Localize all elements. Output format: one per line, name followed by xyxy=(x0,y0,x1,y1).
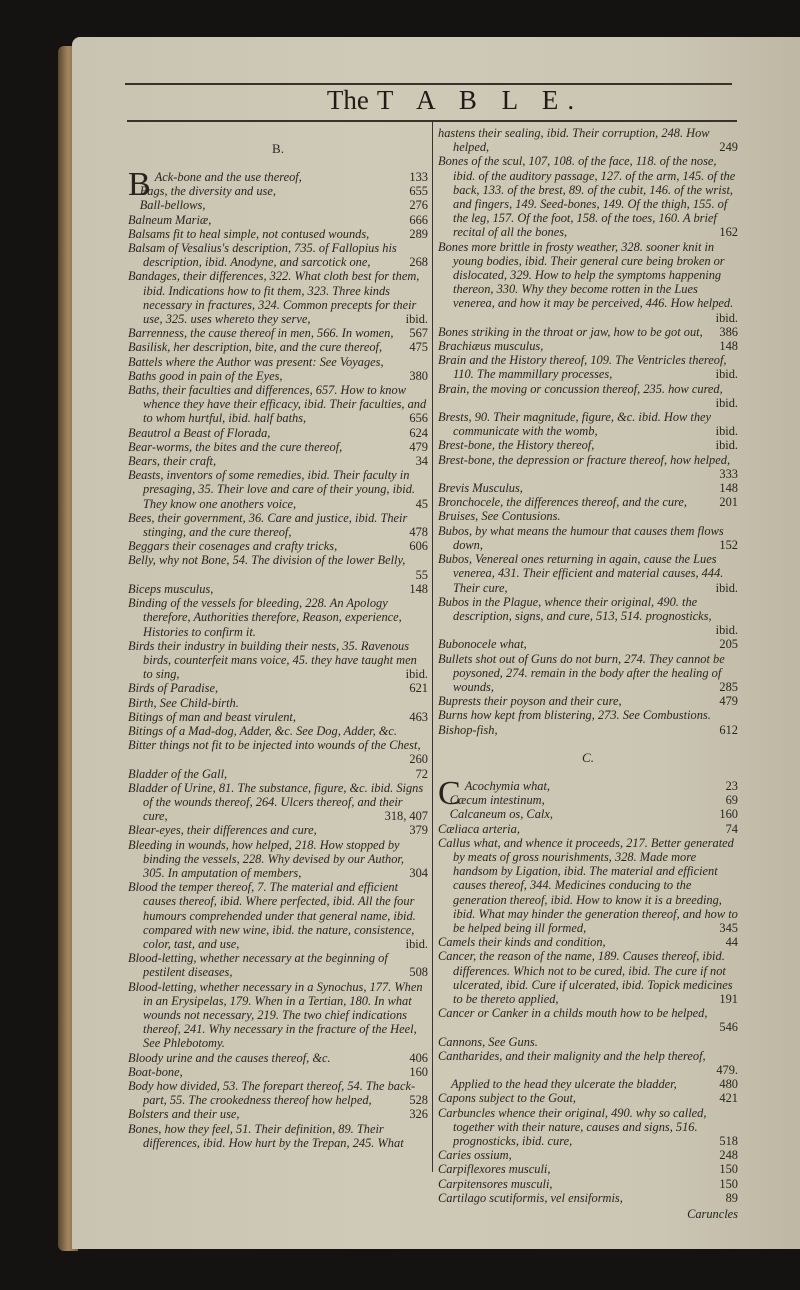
entry-text: Beasts, inventors of some remedies, ibid. Their faculty in presaging, 35. Their love and care of their young, ibid. They know one anothers voice, xyxy=(128,468,415,511)
entry-text: Belly, why not Bone, 54. The division of the lower Belly, xyxy=(128,553,406,568)
entry-text: Battels where the Author was present: See Voyages, xyxy=(128,354,384,369)
entry-text: Birds of Paradise, xyxy=(128,681,219,696)
entry-text: Burns how kept from blistering, 273. See Combustions. xyxy=(438,708,711,723)
entry-text: Carbuncles whence their original, 490. why so called, together with their nature, causes and signs, 516. prognosticks, ibid. cure, xyxy=(438,1105,707,1149)
entry-text: Bandages, their differences, 322. What cloth best for them, ibid. Indications how to fit them, 323. Three kinds necessary in fractures, 324. Common precepts for their use, 325. uses whereto they serve, xyxy=(128,269,420,327)
index-entry xyxy=(438,1191,738,1205)
section-letter-c: C. xyxy=(582,749,594,765)
entry-text: Birds their industry in building their nests, 35. Ravenous birds, counterfeit mans voice, 45. they have taught men to sing, xyxy=(128,638,417,682)
index-entry xyxy=(438,1162,738,1176)
page-number: 463 xyxy=(409,709,428,724)
entry-text: Camels their kinds and condition, xyxy=(438,935,606,950)
page-number: 479. xyxy=(716,1063,738,1077)
entry-text: Brain, the moving or concussion thereof, 235. how cured, xyxy=(438,381,723,396)
index-entry xyxy=(128,980,428,1051)
entry-text: Ack-bone and the use thereof, xyxy=(154,170,302,184)
entry-text: Barrenness, the cause thereof in men, 566. In women, xyxy=(128,326,394,341)
page-number: 624 xyxy=(409,425,428,440)
entry-text: Cannons, See Guns. xyxy=(438,1034,538,1049)
index-entry xyxy=(128,553,428,581)
page-number: 150 xyxy=(719,1162,738,1177)
page-number: 89 xyxy=(725,1190,738,1205)
index-entry xyxy=(128,951,428,979)
page-number: ibid. xyxy=(715,310,738,325)
entry-text: Baths good in pain of the Eyes, xyxy=(128,368,283,383)
entry-text: Basilisk, her description, bite, and the cure thereof, xyxy=(128,340,383,355)
page-number: 567 xyxy=(409,326,428,341)
page-number: 386 xyxy=(719,324,738,339)
entry-text: hastens their sealing, ibid. Their corruption, 248. How helped, xyxy=(438,126,710,155)
index-entry xyxy=(128,838,428,881)
entry-text: Cantharides, and their malignity and the help thereof, xyxy=(438,1048,706,1063)
index-entry xyxy=(128,383,428,426)
entry-text: Bubos, by what means the humour that causes them flows down, xyxy=(438,523,724,552)
page-number: 421 xyxy=(719,1091,738,1106)
entry-text: Bones more brittle in frosty weather, 328. sooner knit in young bodies, ibid. Their general cure being broken or dislocated, 329. How to help the symptoms happening thereon, 330. Why they become rotten in the Lues venerea, and how it may be perceived, 446. How helped. xyxy=(438,239,734,311)
index-entry xyxy=(128,511,428,539)
page-number: 191 xyxy=(719,991,738,1006)
page-number: 304 xyxy=(409,865,428,880)
index-entry xyxy=(128,696,428,710)
page-number: 45 xyxy=(415,496,428,511)
index-entry xyxy=(438,325,738,339)
index-entry xyxy=(128,781,428,824)
page-number: 318, 407 xyxy=(384,809,428,824)
entry-text: Bones, how they feel, 51. Their definition, 89. Their differences, ibid. How hurt by the Trepan, 245. What xyxy=(128,1121,404,1150)
page-number: ibid. xyxy=(715,395,738,410)
index-entry xyxy=(128,539,428,553)
entry-text: Calcaneum os, Calx, xyxy=(449,807,553,822)
page-number: ibid. xyxy=(405,312,428,327)
page-number: 152 xyxy=(719,537,738,552)
entry-text: Bruises, See Contusions. xyxy=(438,509,561,524)
index-entry xyxy=(128,326,428,340)
entry-text: Brests, 90. Their magnitude, figure, &c. ibid. How they communicate with the womb, xyxy=(438,410,712,439)
entry-text: Baths, their faculties and differences, 657. How to know whence they have their efficacy, ibid. Their faculties, and to whom hurtful, ibid. half baths, xyxy=(128,383,427,426)
entry-text: Bees, their government, 36. Care and justice, ibid. Their stinging, and the cure thereof, xyxy=(128,510,408,540)
page-number: 333 xyxy=(719,466,738,481)
page-number: 326 xyxy=(409,1107,428,1122)
entry-text: Brevis Musculus, xyxy=(438,481,523,496)
page-number: 248 xyxy=(719,1148,738,1163)
index-entry xyxy=(438,438,738,452)
index-entry xyxy=(438,353,738,381)
index-entry xyxy=(128,1079,428,1107)
page-number: 656 xyxy=(409,411,428,426)
page-number: 133 xyxy=(409,170,428,184)
page-number: 666 xyxy=(409,212,428,227)
index-entry xyxy=(128,767,428,781)
index-entry xyxy=(128,738,428,766)
index-entry xyxy=(128,710,428,724)
index-column-right xyxy=(438,126,738,1221)
entry-text: Bones striking in the throat or jaw, how to be got out, xyxy=(438,324,703,339)
page-number: 268 xyxy=(409,255,428,270)
index-entry xyxy=(438,595,738,638)
index-entry xyxy=(128,426,428,440)
entry-text: Boat-bone, xyxy=(128,1064,183,1079)
entry-text: Bleeding in wounds, how helped, 218. How stopped by binding the vessels, 228. Why devised by our Author, 305. In amputation of members, xyxy=(128,837,404,880)
title-table: T A B L E. xyxy=(376,85,584,115)
index-entry xyxy=(128,269,428,326)
page-number: 406 xyxy=(409,1050,428,1065)
page-number: ibid. xyxy=(715,424,738,439)
index-entry xyxy=(438,1006,738,1034)
entry-text: Bronchocele, the differences thereof, and the cure, xyxy=(438,495,687,510)
page-number: 285 xyxy=(719,679,738,694)
index-entry xyxy=(128,1051,428,1065)
index-entry xyxy=(438,240,738,325)
page-number: 69 xyxy=(725,793,738,808)
index-entry xyxy=(128,227,428,241)
index-entry xyxy=(438,822,738,836)
index-entry xyxy=(438,836,738,935)
index-entry xyxy=(438,1177,738,1191)
entry-text: Ball-bellows, xyxy=(139,198,206,213)
page-number: 150 xyxy=(719,1176,738,1191)
index-entry xyxy=(438,1049,738,1077)
entry-text: Brest-bone, the History thereof, xyxy=(438,438,595,453)
entry-text: Carpitensores musculi, xyxy=(438,1176,553,1191)
entry-text: Blood the temper thereof, 7. The material and efficient causes thereof, ibid. Where perfected, ibid. All the four humours comprehended under that general name, ibid. compared with new wine, ibid. the nature, consistence, color, tast, and use, xyxy=(128,880,416,951)
page-number: 44 xyxy=(725,935,738,950)
index-entry xyxy=(438,637,738,651)
page-number: 479 xyxy=(409,439,428,454)
entry-text: Cartilago scutiformis, vel ensiformis, xyxy=(438,1190,623,1205)
index-entry xyxy=(128,1107,428,1121)
entry-text: Bubos in the Plague, whence their original, 490. the description, signs, and cure, 513, 514. prognosticks, xyxy=(438,594,712,623)
entry-text: Cancer or Canker in a childs mouth how to be helped, xyxy=(438,1006,708,1021)
entry-text: Beautrol a Beast of Florada, xyxy=(128,425,271,440)
page-number: 612 xyxy=(719,722,738,737)
page-number: 606 xyxy=(409,539,428,554)
index-entry xyxy=(128,596,428,639)
index-entry xyxy=(128,241,428,269)
entry-text: Brest-bone, the depression or fracture thereof, how helped, xyxy=(438,452,731,467)
index-entry xyxy=(438,509,738,523)
page-number: 249 xyxy=(719,140,738,155)
index-entry xyxy=(128,1065,428,1079)
page-number: 289 xyxy=(409,226,428,241)
index-entry xyxy=(438,1091,738,1105)
page-number: 260 xyxy=(409,752,428,767)
page-number: 23 xyxy=(725,778,738,793)
entry-text: Brain and the History thereof, 109. The Ventricles thereof, 110. The mammillary processes, xyxy=(438,353,727,382)
page-number: 162 xyxy=(719,225,738,240)
entry-text: Carpiflexores musculi, xyxy=(438,1162,551,1177)
entry-text: Bitings of man and beast virulent, xyxy=(128,709,296,724)
section-letter-b: B. xyxy=(272,141,284,156)
index-entry xyxy=(438,495,738,509)
page-number: 34 xyxy=(415,454,428,469)
entry-text: Buprests their poyson and their cure, xyxy=(438,694,622,709)
index-entry xyxy=(128,213,428,227)
entry-text: Bear-worms, the bites and the cure thereof, xyxy=(128,439,343,454)
entry-text: Bags, the diversity and use, xyxy=(139,184,276,199)
page-number: 546 xyxy=(719,1020,738,1035)
entry-text: Bishop-fish, xyxy=(438,722,498,737)
page-number: 508 xyxy=(409,965,428,980)
index-entry xyxy=(128,639,428,682)
index-entry xyxy=(438,552,738,595)
index-entry xyxy=(128,184,428,198)
page-number: 621 xyxy=(409,681,428,696)
index-entry xyxy=(438,382,738,410)
page-number: 478 xyxy=(409,525,428,540)
page-number: 276 xyxy=(409,198,428,213)
index-entry xyxy=(438,949,738,1006)
page-number: 148 xyxy=(409,581,428,596)
entry-text: Bloody urine and the causes thereof, &c. xyxy=(128,1050,331,1065)
entry-text: Caries ossium, xyxy=(438,1148,512,1163)
entry-text: Blood-letting, whether necessary in a Synochus, 177. When in an Erysipelas, 179. When in a Tertian, 180. In what wounds not necessary, 219. The two chief indications thereof, 241. Why necessary in the fracture of the Heel, See Phlebotomy. xyxy=(128,979,423,1051)
page-number: 528 xyxy=(409,1093,428,1108)
page-number: 160 xyxy=(719,807,738,822)
page-number: 380 xyxy=(409,368,428,383)
index-entry xyxy=(438,807,738,821)
index-entry xyxy=(438,723,738,737)
entry-text: Bubos, Venereal ones returning in again, cause the Lues venerea, 431. Their efficient and material causes, 444. Their cure, xyxy=(438,552,724,595)
entry-text: Bullets shot out of Guns do not burn, 274. They cannot be poysoned, 274. remain in the body after the healing of wounds, xyxy=(438,651,725,694)
index-entry xyxy=(438,652,738,695)
index-entry xyxy=(128,340,428,354)
index-entry xyxy=(128,355,428,369)
entry-text: Balsam of Vesalius's description, 735. of Fallopius his description, ibid. Anodyne, and sarcotick one, xyxy=(128,241,397,270)
page-number: ibid. xyxy=(405,667,428,682)
page-number: 74 xyxy=(725,821,738,836)
entry-text: Bitings of a Mad-dog, Adder, &c. See Dog, Adder, &c. xyxy=(128,723,398,738)
entry-text: Bolsters and their use, xyxy=(128,1107,240,1122)
drop-cap: C xyxy=(438,774,461,812)
index-entry xyxy=(128,724,428,738)
index-entry xyxy=(128,440,428,454)
drop-cap: B xyxy=(128,166,151,203)
entry-text: Balsams fit to heal simple, not contused wounds, xyxy=(128,226,370,241)
page-number: ibid. xyxy=(715,623,738,638)
index-entry xyxy=(128,454,428,468)
index-entry xyxy=(438,1035,738,1049)
entry-text: Capons subject to the Gout, xyxy=(438,1091,577,1106)
index-column-left xyxy=(128,142,428,1150)
index-entry xyxy=(438,481,738,495)
index-entry xyxy=(128,880,428,951)
catchword: Caruncles xyxy=(687,1207,738,1222)
page-number: 160 xyxy=(409,1064,428,1079)
entry-text: Biceps musculus, xyxy=(128,581,214,596)
column-divider xyxy=(432,122,433,1172)
entry-text: Blear-eyes, their differences and cure, xyxy=(128,823,317,838)
entry-text: Binding of the vessels for bleeding, 228. An Apology therefore, Authorities therefore, Reason, experience, Histories to confirm it. xyxy=(128,596,402,639)
index-entry xyxy=(128,468,428,511)
index-entry xyxy=(438,339,738,353)
page-number: 655 xyxy=(409,184,428,199)
entry-text: Cæcum intestinum, xyxy=(449,793,545,808)
index-entry xyxy=(128,823,428,837)
entry-text: Cancer, the reason of the name, 189. Causes thereof, ibid. differences. Which not to be cured, ibid. The cure if not ulcerated, ibid. Cure if ulcerated, ibid. Topick medicines to be thereto applied, xyxy=(438,949,733,1006)
title-the: The xyxy=(326,85,369,115)
index-entry xyxy=(438,793,738,807)
entry-text: Body how divided, 53. The forepart thereof, 54. The back-part, 55. The crookedness thereof how helped, xyxy=(128,1079,416,1108)
index-entry xyxy=(128,681,428,695)
entry-text: Balneum Mariæ, xyxy=(128,212,212,227)
page-number: 480 xyxy=(719,1077,738,1092)
page-number: 72 xyxy=(415,766,428,781)
entry-text: Brachiæus musculus, xyxy=(438,339,544,354)
page-number: 475 xyxy=(409,340,428,355)
index-entry xyxy=(128,582,428,596)
entry-text: Acochymia what, xyxy=(464,778,551,793)
entry-text: Callus what, and whence it proceeds, 217. Better generated by meats of gross nourishments, 328. Made more handsom by Ligation, ibid. The material and efficient causes thereof, 344. Medicines conducing to the generation thereof, ibid. How to know it is a breeding, ibid. What may hinder the generation thereof, and how to be helped being ill formed, xyxy=(438,835,738,935)
page-number: 148 xyxy=(719,339,738,354)
entry-text: Bladder of the Gall, xyxy=(128,766,228,781)
entry-text: Bitter things not fit to be injected into wounds of the Chest, xyxy=(128,738,421,753)
entry-text: Applied to the head they ulcerate the bladder, xyxy=(451,1077,677,1092)
entry-text: Cæliaca arteria, xyxy=(438,821,520,836)
index-entry xyxy=(438,524,738,552)
entry-text: Bears, their craft, xyxy=(128,454,217,469)
index-entry xyxy=(438,1077,738,1091)
page-number: 479 xyxy=(719,694,738,709)
page-title xyxy=(300,85,610,116)
index-entry xyxy=(438,708,738,722)
page-number: ibid. xyxy=(405,936,428,951)
page-number: 379 xyxy=(409,823,428,838)
index-entry xyxy=(438,935,738,949)
index-entry xyxy=(128,369,428,383)
index-entry xyxy=(438,453,738,481)
page-number: 205 xyxy=(719,637,738,652)
index-entry xyxy=(438,694,738,708)
index-entry xyxy=(438,1148,738,1162)
index-entry xyxy=(128,1122,428,1150)
entry-text: Bones of the scul, 107, 108. of the face, 118. of the nose, ibid. of the auditory passage, 127. of the arm, 145. of the back, 133. of the brest, 89. of the cubit, 146. of the wrist, and fingers, 149. Seed-bones, 149. Of the thigh, 155. of the leg, 157. Of the foot, 158. of the toes, 160. A brief recital of all the bones, xyxy=(438,154,736,240)
index-entry-continued xyxy=(438,126,738,154)
entry-text: Bubonocele what, xyxy=(438,637,527,652)
entry-text: Birth, See Child-birth. xyxy=(128,695,239,710)
page-number: 55 xyxy=(415,567,428,582)
page-number: ibid. xyxy=(715,367,738,382)
page-number: ibid. xyxy=(715,580,738,595)
index-entry xyxy=(438,1106,738,1149)
index-entry xyxy=(438,410,738,438)
entry-text: Beggars their cosenages and crafty tricks, xyxy=(128,539,338,554)
index-entry xyxy=(438,154,738,239)
page-number: 518 xyxy=(719,1134,738,1149)
index-entry xyxy=(128,198,428,212)
page-number: 201 xyxy=(719,495,738,510)
page-number: 345 xyxy=(719,920,738,935)
entry-text: Bladder of Urine, 81. The substance, figure, &c. ibid. Signs of the wounds thereof, 264. Ulcers thereof, and their cure, xyxy=(128,780,424,824)
page-number: 148 xyxy=(719,481,738,496)
entry-text: Blood-letting, whether necessary at the beginning of pestilent diseases, xyxy=(128,951,388,980)
page-number: ibid. xyxy=(715,438,738,453)
